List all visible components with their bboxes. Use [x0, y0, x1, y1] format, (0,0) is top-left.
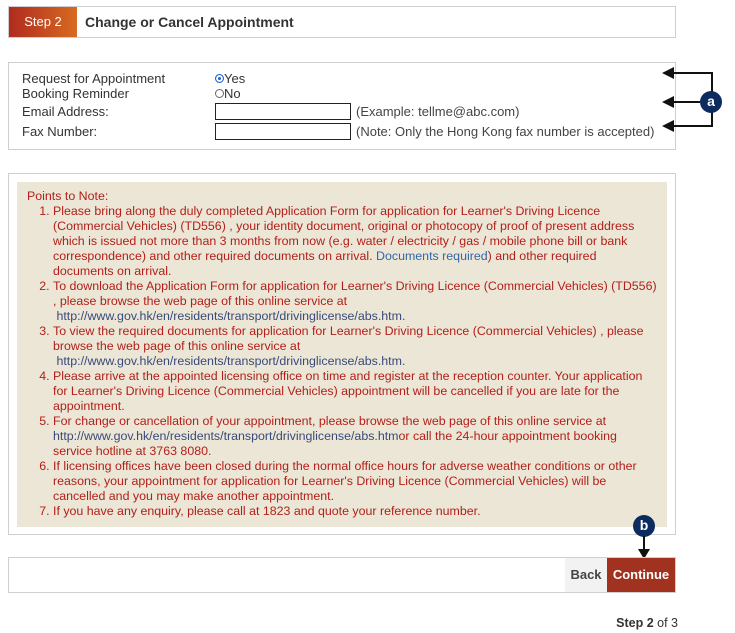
- step-tab: Step 2: [9, 7, 77, 37]
- email-label: Email Address:: [22, 104, 109, 119]
- abs-link[interactable]: http://www.gov.hk/en/residents/transport/drivinglicense/abs.htm: [53, 429, 399, 443]
- back-button[interactable]: Back: [565, 558, 607, 592]
- list-item: 7. If you have any enquiry, please call at 1823 and quote your reference number.: [53, 504, 657, 519]
- points-to-note-box: [17, 182, 667, 527]
- arrow-line: [672, 101, 700, 103]
- points-list: [27, 204, 657, 519]
- step-header: [8, 6, 676, 38]
- abs-link[interactable]: http://www.gov.hk/en/residents/transport/drivinglicense/abs.htm.: [56, 354, 406, 368]
- step-counter-current: Step 2: [616, 616, 654, 630]
- arrow-head-icon: [662, 67, 674, 79]
- request-for-appointment-label: Request for Appointment: [22, 71, 166, 86]
- radio-no-option[interactable]: [215, 86, 241, 101]
- booking-reminder-label: Booking Reminder: [22, 86, 129, 101]
- list-item: 1. Please bring along the duly completed Application Form for application for Learner's Driving Licence (Commercial Vehicles) (TD556) , your identity document, original or photocopy of proof of present address which is issued not more than 3 months from now (e.g. water / electricity / gas / mobile phone bill or bank correspondence) and other required documents on arrival. Documents required) and other required documents on arrival.: [53, 204, 657, 279]
- radio-yes[interactable]: [215, 74, 224, 83]
- arrow-head-icon: [662, 120, 674, 132]
- email-field[interactable]: [215, 103, 351, 120]
- radio-yes-option[interactable]: [215, 71, 245, 86]
- list-item: 5. For change or cancellation of your appointment, please browse the web page of this online service at http://www.gov.hk/en/residents/transport/drivinglicense/abs.htmor call the 24-hour appointment booking service hotline at 3763 8080.: [53, 414, 657, 459]
- abs-link[interactable]: http://www.gov.hk/en/residents/transport/drivinglicense/abs.htm.: [56, 309, 406, 323]
- email-note: (Example: tellme@abc.com): [356, 104, 520, 119]
- documents-required-link[interactable]: Documents required: [376, 249, 488, 263]
- step-counter: [616, 616, 678, 630]
- fax-note: (Note: Only the Hong Kong fax number is accepted): [356, 124, 655, 139]
- radio-no-label: No: [224, 86, 241, 101]
- callout-badge-b: b: [633, 515, 655, 537]
- fax-field[interactable]: [215, 123, 351, 140]
- radio-yes-label: Yes: [224, 71, 246, 86]
- step-counter-total: of 3: [653, 616, 678, 630]
- list-item: 6. If licensing offices have been closed during the normal office hours for adverse weather conditions or other reasons, your appointment for application for Learner's Driving Licence (Commercial Vehicles) will be cancelled and you may make another appointment.: [53, 459, 657, 504]
- list-item: 2. To download the Application Form for application for Learner's Driving Licence (Commercial Vehicles) (TD556) , please browse the web page of this online service at http://www.gov.hk/en/residents/transport/drivinglicense/abs.htm.: [53, 279, 657, 324]
- page-title: Change or Cancel Appointment: [85, 14, 294, 30]
- points-to-note-panel: [8, 173, 676, 535]
- list-item: 4. Please arrive at the appointed licensing office on time and register at the reception counter. Your application for Learner's Driving Licence (Commercial Vehicles) appointment will be cancelled if you are late for the appointment.: [53, 369, 657, 414]
- list-item: 3. To view the required documents for application for Learner's Driving Licence (Commercial Vehicles) , please browse the web page of this online service at http://www.gov.hk/en/residents/transport/drivinglicense/abs.htm.: [53, 324, 657, 369]
- radio-no[interactable]: [215, 89, 224, 98]
- callout-badge-a: a: [700, 91, 722, 113]
- arrow-head-icon: [662, 96, 674, 108]
- points-heading: Points to Note:: [27, 189, 109, 203]
- arrow-line: [672, 72, 712, 74]
- arrow-line: [672, 125, 712, 127]
- fax-label: Fax Number:: [22, 124, 98, 139]
- continue-button[interactable]: Continue: [607, 558, 675, 592]
- action-bar: [8, 557, 676, 593]
